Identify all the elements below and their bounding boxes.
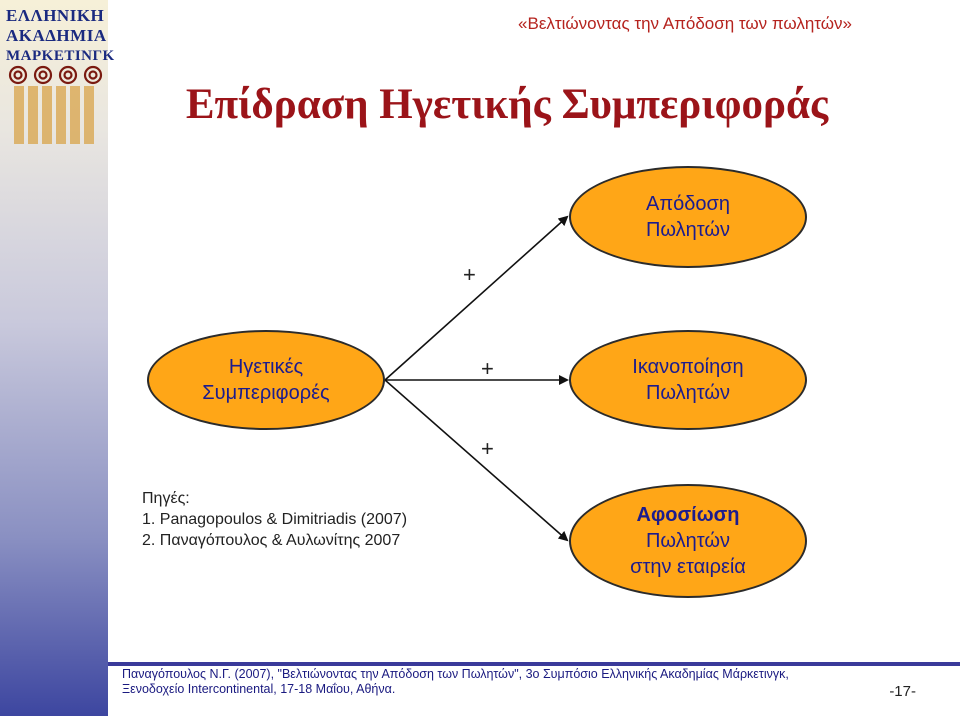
node-label-line: Ικανοποίηση [632,356,744,378]
node-sales-commitment [569,484,807,598]
footer-citation: Παναγόπουλος Ν.Γ. (2007), "Βελτιώνοντας την Απόδοση των Πωλητών", 3ο Συμπόσιο Ελληνικής Ακαδημίας Μάρκετινγκ, Ξενοδοχείο Intercontinental, 17-18 Μαΐου, Αθήνα. [122,667,789,696]
node-label-line: Πωλητών [645,382,731,404]
edge-label-satisfaction: + [481,356,494,381]
node-sales-satisfaction [569,330,807,430]
sources-heading: Πηγές: [142,490,190,507]
node-label-line: στην εταιρεία [630,556,746,578]
node-label-line: Συμπεριφορές [202,382,330,404]
logo-line-2: ΑΚΑΔΗΜΙΑ [6,26,107,45]
node-label-line: Πωλητών [645,219,731,241]
node-sales-performance [569,166,807,268]
node-leadership-behaviors [147,330,385,430]
node-label-line: Πωλητών [645,530,731,552]
node-label-line: Αφοσίωση [636,504,740,526]
footer-divider [108,662,960,666]
edge-label-commitment: + [481,436,494,461]
source-item: 2. Παναγόπουλος & Αυλωνίτης 2007 [142,532,401,549]
page-title: Επίδραση Ηγετικής Συμπεριφοράς [185,81,829,128]
logo-line-1: ΕΛΛΗΝΙΚΗ [6,6,105,25]
header-subtitle: «Βελτιώνοντας την Απόδοση των πωλητών» [518,14,852,33]
node-label-line: Απόδοση [646,193,730,215]
arrow-to-performance [385,217,567,380]
arrow-to-commitment [385,380,567,540]
logo-line-3: ΜΑΡΚΕΤΙΝΓΚ [6,48,115,64]
node-label-line: Ηγετικές [228,356,304,378]
source-item: 1. Panagopoulos & Dimitriadis (2007) [142,511,408,528]
edge-label-performance: + [463,262,476,287]
page-number: -17- [889,683,916,700]
sources-block [142,488,407,551]
